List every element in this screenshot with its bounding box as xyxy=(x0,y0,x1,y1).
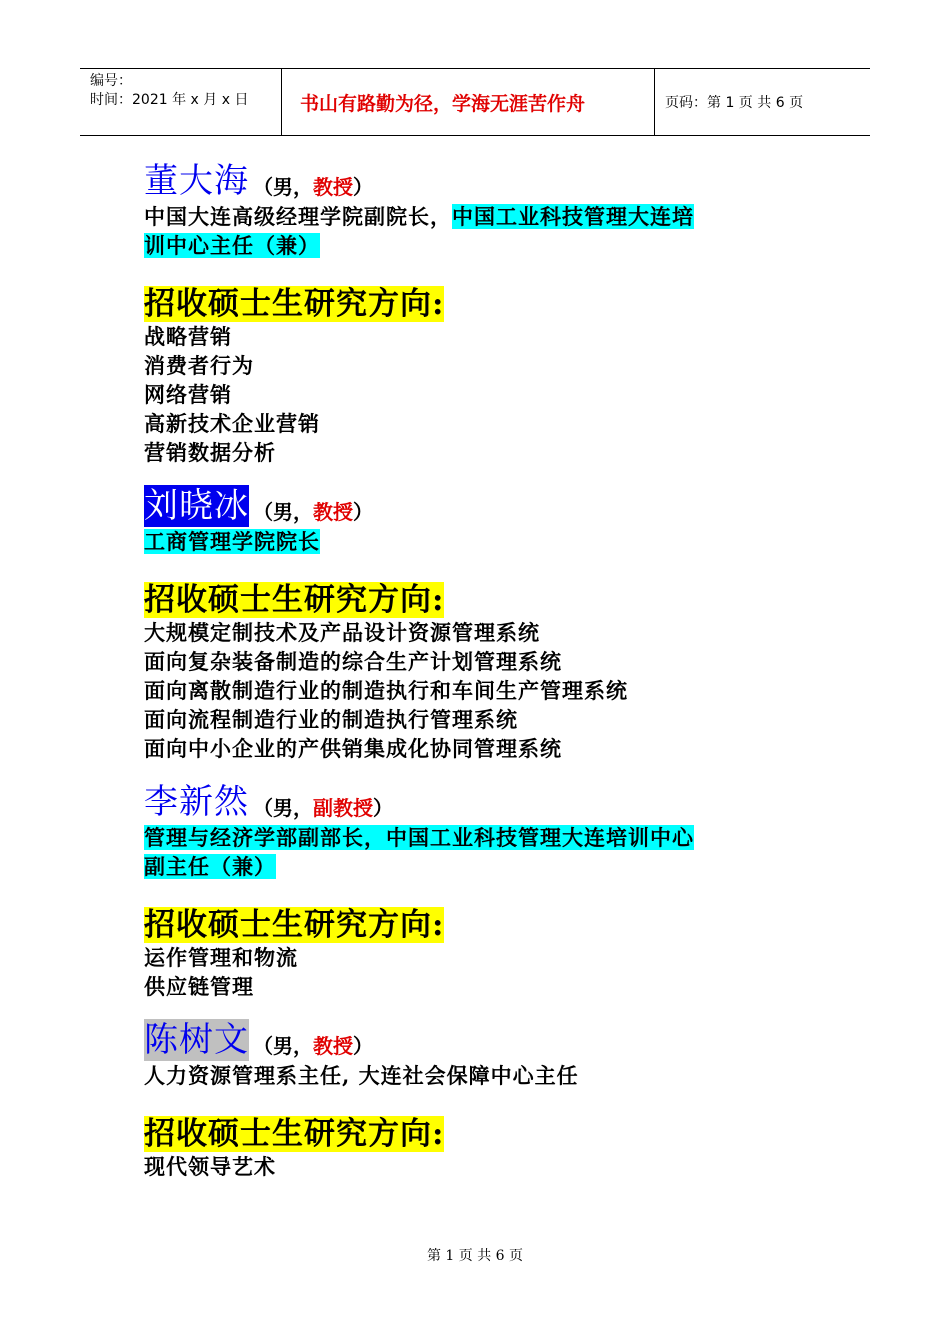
number-label: 编号： xyxy=(90,73,132,89)
direction-item: 面向中小企业的产供销集成化协同管理系统 xyxy=(144,736,562,761)
direction-item: 面向流程制造行业的制造执行管理系统 xyxy=(144,707,518,732)
person-rank: 教授 xyxy=(313,175,353,199)
person-name: 陈树文 xyxy=(144,1020,249,1060)
person-rank: 教授 xyxy=(313,500,353,524)
person-name: 董大海 xyxy=(144,161,249,201)
person-meta: （男，教授） xyxy=(253,175,373,199)
person-block xyxy=(144,160,844,467)
research-directions xyxy=(144,1152,844,1181)
header-info xyxy=(80,69,282,135)
research-heading: 招收硕士生研究方向: xyxy=(144,907,445,943)
direction-item: 运作管理和物流 xyxy=(144,945,298,970)
person-meta: （男，副教授） xyxy=(253,796,393,820)
person-position: 中国大连高级经理学院副院长，中国工业科技管理大连培 训中心主任（兼） xyxy=(144,204,694,258)
person-block xyxy=(144,485,844,763)
page-footer: 第 1 页 共 6 页 xyxy=(426,1248,524,1264)
direction-item: 供应链管理 xyxy=(144,974,254,999)
person-block xyxy=(144,1019,844,1181)
direction-item: 面向离散制造行业的制造执行和车间生产管理系统 xyxy=(144,678,628,703)
research-directions xyxy=(144,943,844,1001)
document-body xyxy=(144,160,844,1181)
direction-item: 网络营销 xyxy=(144,382,232,407)
person-rank: 副教授 xyxy=(313,796,373,820)
direction-item: 现代领导艺术 xyxy=(144,1154,276,1179)
person-position: 工商管理学院院长 xyxy=(144,529,320,554)
header-motto: 书山有路勤为径，学海无涯苦作舟 xyxy=(282,69,655,135)
person-meta: （男，教授） xyxy=(253,1034,373,1058)
research-directions xyxy=(144,618,844,763)
research-directions xyxy=(144,322,844,467)
direction-item: 高新技术企业营销 xyxy=(144,411,320,436)
research-heading: 招收硕士生研究方向: xyxy=(144,1116,445,1152)
time-label: 时间：2021 年 x 月 x 日 xyxy=(90,92,249,108)
research-heading: 招收硕士生研究方向: xyxy=(144,286,445,322)
direction-item: 大规模定制技术及产品设计资源管理系统 xyxy=(144,620,540,645)
header-page-code: 页码：第 1 页 共 6 页 xyxy=(665,95,804,111)
direction-item: 战略营销 xyxy=(144,324,232,349)
person-position: 人力资源管理系主任, 大连社会保障中心主任 xyxy=(144,1063,579,1088)
document-header xyxy=(80,68,870,136)
person-position: 管理与经济学部副部长，中国工业科技管理大连培训中心 副主任（兼） xyxy=(144,825,694,879)
person-rank: 教授 xyxy=(313,1034,353,1058)
person-name: 刘晓冰 xyxy=(144,486,249,526)
direction-item: 面向复杂装备制造的综合生产计划管理系统 xyxy=(144,649,562,674)
person-meta: （男，教授） xyxy=(253,500,373,524)
person-name: 李新然 xyxy=(144,782,249,822)
person-block xyxy=(144,781,844,1001)
direction-item: 消费者行为 xyxy=(144,353,254,378)
direction-item: 营销数据分析 xyxy=(144,440,276,465)
research-heading: 招收硕士生研究方向: xyxy=(144,582,445,618)
